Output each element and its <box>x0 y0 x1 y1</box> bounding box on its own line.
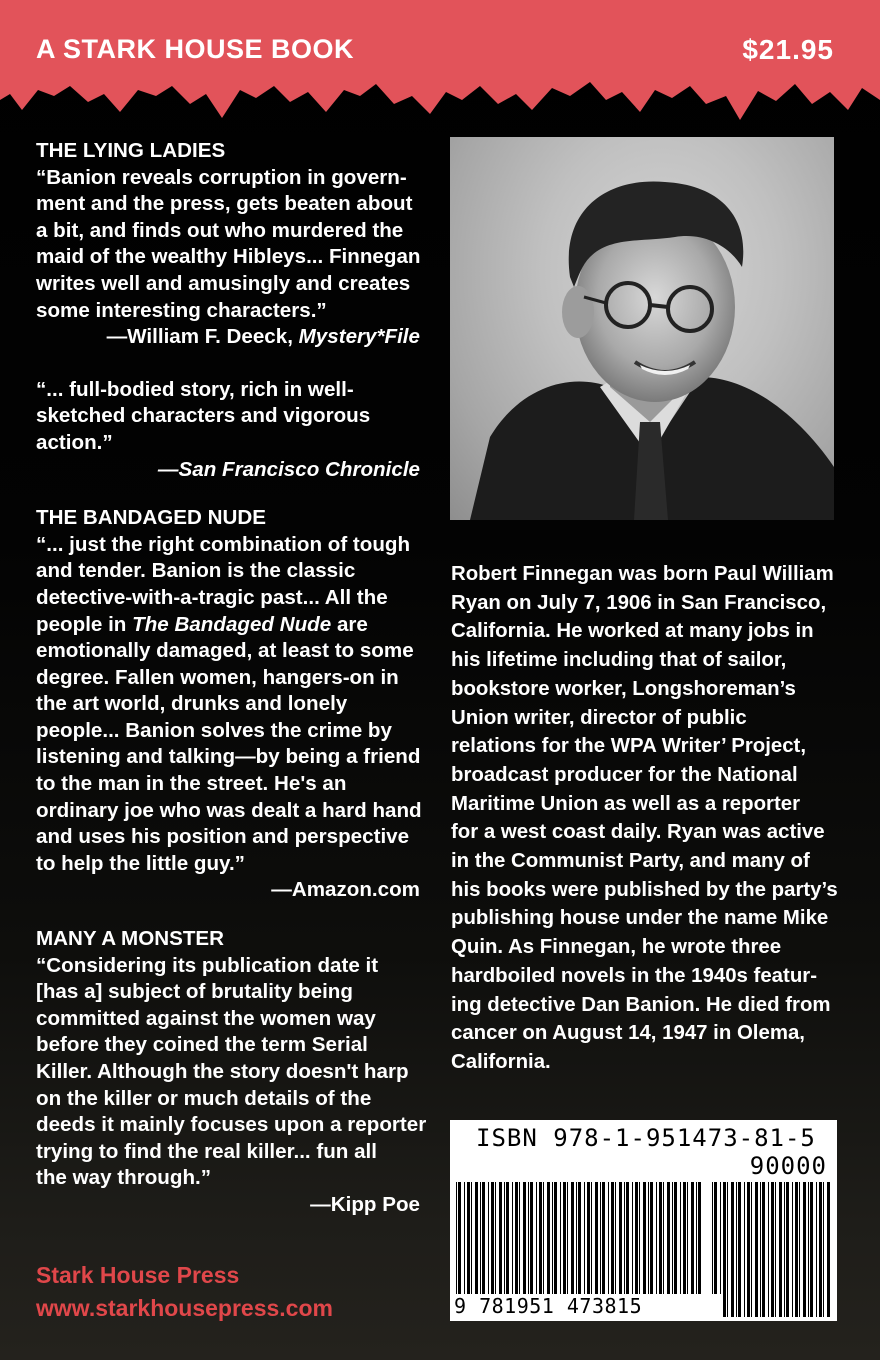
barcode-bar <box>519 1182 520 1294</box>
quote-attribution <box>36 324 428 351</box>
barcode-bar <box>823 1182 824 1317</box>
barcode-bar <box>591 1182 592 1294</box>
barcode-bar <box>587 1182 590 1294</box>
barcode-bar <box>731 1182 734 1317</box>
publisher-url[interactable]: www.starkhousepress.com <box>36 1295 333 1321</box>
barcode-bar <box>547 1182 550 1294</box>
quote-line: listening and talking—by being a friend <box>36 745 421 769</box>
quote-line: some interesting characters.” <box>36 298 327 322</box>
addon-bars <box>708 1182 833 1317</box>
barcode-bar <box>543 1182 544 1294</box>
barcode-bar <box>784 1182 785 1317</box>
barcode-bar <box>779 1182 782 1317</box>
barcode-bar <box>792 1182 793 1317</box>
barcode-bar <box>775 1182 776 1317</box>
price-code: 90000 <box>749 1152 827 1180</box>
quote-text: are <box>331 612 368 636</box>
barcode-bar <box>475 1182 478 1294</box>
barcode-bar <box>608 1182 609 1294</box>
barcode-bar <box>456 1182 457 1294</box>
barcode-bar <box>747 1182 750 1317</box>
quote-line: Killer. Although the story doesn't harp <box>36 1060 409 1083</box>
quote-attribution <box>36 457 428 484</box>
barcode-bar <box>515 1182 518 1294</box>
barcode-bar <box>615 1182 616 1294</box>
barcode-bar <box>680 1182 681 1294</box>
quote-line: on the killer or much details of the <box>36 1086 372 1110</box>
barcode-bar <box>619 1182 622 1294</box>
barcode-bar <box>458 1182 461 1294</box>
quote-line: degree. Fallen women, hangers-on in <box>36 665 399 689</box>
quote-line: to the man in the street. He's an <box>36 772 347 796</box>
barcode-bar <box>736 1182 737 1317</box>
header-band <box>0 0 880 140</box>
section-title: THE BANDAGED NUDE <box>36 506 266 530</box>
quote-line: “Banion reveals corruption in govern- <box>36 165 407 189</box>
section-title: THE LYING LADIES <box>36 139 226 162</box>
quote-line: people... Banion solves the crime by <box>36 718 392 742</box>
bio-line: California. He worked at many jobs in <box>451 620 814 643</box>
barcode-bar <box>691 1182 694 1294</box>
section-title: MANY A MONSTER <box>36 927 225 951</box>
barcode-bar <box>674 1182 677 1294</box>
barcode-bar <box>698 1182 701 1294</box>
quote-line: maid of the wealthy Hibleys... Finnegan <box>36 245 421 269</box>
quote-line: action.” <box>36 430 113 454</box>
barcode-bar <box>482 1182 485 1294</box>
quote-line: ordinary joe who was dealt a hard hand <box>36 798 422 822</box>
barcode-bar <box>803 1182 806 1317</box>
barcode-bar <box>808 1182 809 1317</box>
bio-line: ing detective Dan Banion. He died from <box>451 993 831 1016</box>
attribution-name: —William F. Deeck, <box>106 325 299 349</box>
barcode-bar <box>786 1182 789 1317</box>
barcode-bar <box>723 1182 726 1317</box>
barcode-bar <box>650 1182 653 1294</box>
barcode-bar <box>672 1182 673 1294</box>
attribution-source: Mystery*File <box>298 325 420 349</box>
barcode-bar <box>663 1182 664 1294</box>
barcode-bar <box>648 1182 649 1294</box>
bio-line: hardboiled novels in the 1940s featur- <box>451 964 817 987</box>
quote-line: a bit, and finds out who murdered the <box>36 218 404 242</box>
quote-line: “... full-bodied story, rich in well- <box>36 377 354 401</box>
barcode-bar <box>499 1182 502 1294</box>
barcode-bar <box>656 1182 657 1294</box>
barcode-bar <box>635 1182 638 1294</box>
barcode-bar <box>643 1182 646 1294</box>
barcode-bar <box>504 1182 505 1294</box>
publisher-name: Stark House Press <box>36 1262 240 1288</box>
barcode-bar <box>659 1182 662 1294</box>
bio-line: broadcast producer for the National <box>451 763 798 786</box>
reviews-column <box>36 138 428 1219</box>
barcode-bar <box>744 1182 745 1317</box>
barcode-bar <box>819 1182 822 1317</box>
barcode-bar <box>810 1182 813 1317</box>
quote-line <box>36 612 428 639</box>
barcode-bar <box>611 1182 614 1294</box>
quote-attribution: —Kipp Poe <box>310 1192 420 1216</box>
bio-line: in the Communist Party, and many of <box>451 850 810 873</box>
barcode-bar <box>512 1182 513 1294</box>
barcode-bar <box>760 1182 761 1317</box>
barcode-bar <box>762 1182 765 1317</box>
barcode-bar <box>696 1182 697 1294</box>
quote-line: detective-with-a-tragic past... All the <box>36 585 388 609</box>
bio-line: Maritime Union as well as a reporter <box>451 792 801 815</box>
bio-line: bookstore worker, Longshoreman’s <box>451 677 796 700</box>
barcode-bar <box>554 1182 557 1294</box>
barcode-bar <box>755 1182 758 1317</box>
bio-line: relations for the WPA Writer’ Project, <box>451 735 807 758</box>
quote-line: writes well and amusingly and creates <box>36 271 411 295</box>
quote-line: the art world, drunks and lonely <box>36 692 348 716</box>
ean-bars <box>450 1182 708 1294</box>
barcode-bar <box>738 1182 741 1317</box>
quote-attribution: —Amazon.com <box>271 878 420 902</box>
bio-line: Ryan on July 7, 1906 in San Francisco, <box>451 591 827 614</box>
quote-text: people in <box>36 612 133 636</box>
barcode-bar <box>639 1182 640 1294</box>
barcode-bar <box>488 1182 489 1294</box>
barcode-bar <box>584 1182 585 1294</box>
ean-digits: 9 781951 473815 <box>454 1294 722 1318</box>
barcode-bar <box>506 1182 509 1294</box>
quote-line: sketched characters and vigorous <box>36 404 371 428</box>
quote-line: committed against the women way <box>36 1006 376 1030</box>
quote-line: emotionally damaged, at least to some <box>36 639 414 663</box>
bio-line: Quin. As Finnegan, he wrote three <box>451 936 782 959</box>
barcode-bar <box>751 1182 752 1317</box>
barcode-bar <box>560 1182 561 1294</box>
barcode-bar <box>624 1182 625 1294</box>
bio-line: California. <box>451 1050 551 1073</box>
barcode-bar <box>523 1182 526 1294</box>
barcode-bar <box>600 1182 601 1294</box>
quote-line: trying to find the real killer... fun all <box>36 1139 377 1163</box>
quote-line: ment and the press, gets beaten about <box>36 192 413 216</box>
bio-line: Robert Finnegan was born Paul William <box>451 563 834 585</box>
quote-line: deeds it mainly focuses upon a reporter <box>36 1113 427 1137</box>
barcode-bar <box>626 1182 629 1294</box>
barcode-bar <box>602 1182 605 1294</box>
barcode-bar <box>578 1182 581 1294</box>
barcode-bar <box>571 1182 574 1294</box>
barcode-bar <box>827 1182 830 1317</box>
torn-edge-banner <box>0 0 880 140</box>
bio-line: cancer on August 14, 1947 in Olema, <box>451 1022 805 1045</box>
barcode-bar <box>727 1182 728 1317</box>
barcode-bar <box>795 1182 798 1317</box>
bio-line: Union writer, director of public <box>451 706 747 729</box>
barcode-bar <box>799 1182 800 1317</box>
barcode-bar <box>528 1182 529 1294</box>
quote-line: “Considering its publication date it <box>36 953 379 977</box>
author-photo <box>450 137 834 520</box>
quote-line: and uses his position and perspective <box>36 825 410 849</box>
barcode-bar <box>536 1182 537 1294</box>
barcode-bar <box>683 1182 686 1294</box>
barcode-bar <box>471 1182 472 1294</box>
barcode-bar <box>595 1182 598 1294</box>
author-portrait-image <box>450 137 834 520</box>
quote-line: to help the little guy.” <box>36 851 245 875</box>
barcode-bar <box>467 1182 470 1294</box>
price-label: $21.95 <box>742 34 834 65</box>
quote-line: before they coined the term Serial <box>36 1033 368 1057</box>
barcode-bar <box>480 1182 481 1294</box>
quote-line: “... just the right combination of tough <box>36 532 411 556</box>
bio-line: his lifetime including that of sailor, <box>451 649 787 672</box>
barcode-bar <box>495 1182 496 1294</box>
quote-line: and tender. Banion is the classic <box>36 559 356 583</box>
barcode-bar <box>464 1182 465 1294</box>
barcode-bar <box>576 1182 577 1294</box>
barcode-bar <box>539 1182 542 1294</box>
isbn-label: ISBN 978-1-951473-81-5 <box>476 1124 816 1152</box>
barcode-bar <box>816 1182 817 1317</box>
barcode-bar <box>768 1182 769 1317</box>
barcode-bar <box>632 1182 633 1294</box>
barcode-bar <box>667 1182 670 1294</box>
bio-line: publishing house under the name Mike <box>451 907 829 930</box>
barcode-bar <box>563 1182 566 1294</box>
bio-line: for a west coast daily. Ryan was active <box>451 821 825 844</box>
barcode-bar <box>530 1182 533 1294</box>
quote-line: the way through.” <box>36 1166 212 1190</box>
barcode-bar <box>491 1182 494 1294</box>
barcode-bar <box>567 1182 568 1294</box>
isbn-barcode <box>450 1120 837 1321</box>
book-title: The Bandaged Nude <box>132 612 332 636</box>
series-label: A STARK HOUSE BOOK <box>36 34 355 64</box>
bio-line: his books were published by the party’s <box>451 878 838 901</box>
barcode-bar <box>552 1182 553 1294</box>
barcode-bar <box>687 1182 688 1294</box>
quote-line: [has a] subject of brutality being <box>36 980 353 1004</box>
author-bio <box>451 560 851 1077</box>
barcode-bar <box>771 1182 774 1317</box>
attribution-source: —San Francisco Chronicle <box>157 457 420 481</box>
